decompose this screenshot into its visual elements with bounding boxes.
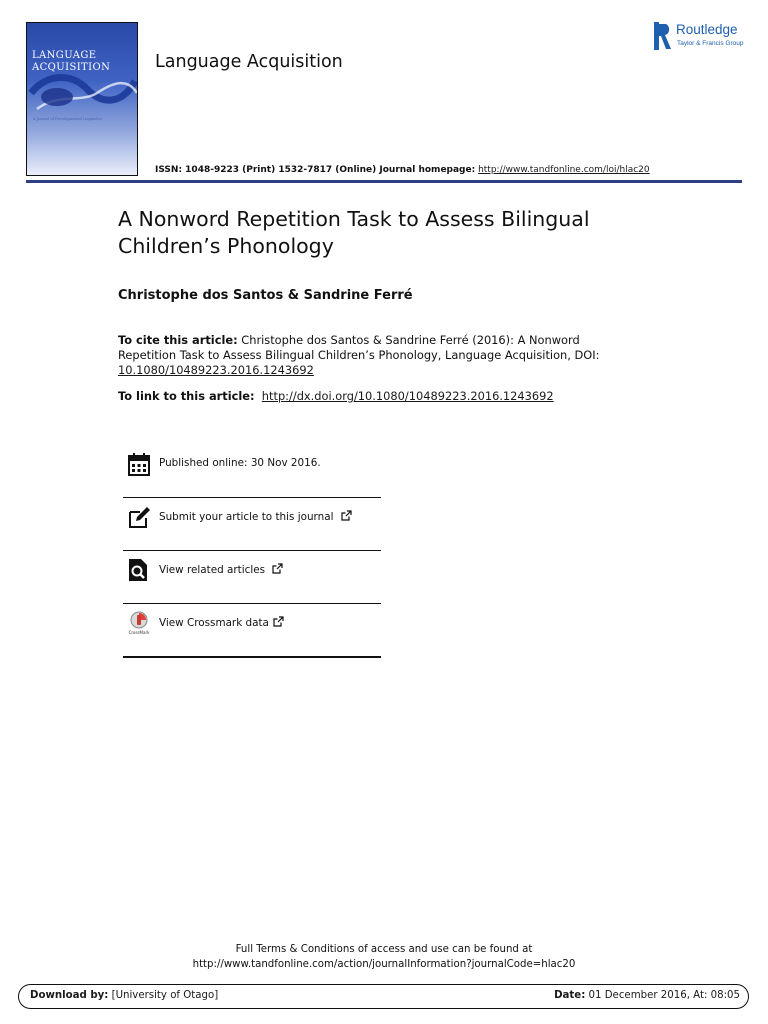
article-doi-url[interactable]: http://dx.doi.org/10.1080/10489223.2016.1243692 [261, 389, 554, 403]
issn-line [155, 165, 650, 175]
cite-doi-link[interactable]: 10.1080/10489223.2016.1243692 [118, 363, 314, 377]
crossmark-icon [127, 610, 151, 636]
date-label: Date: [554, 990, 586, 1001]
published-online-label: Published online: 30 Nov 2016. [159, 457, 321, 469]
external-link-icon [273, 616, 284, 627]
link-label: To link to this article: [118, 389, 255, 403]
issn-label: ISSN: 1048-9223 (Print) 1532-7817 (Online) Journal homepage: [155, 165, 476, 175]
journal-name: Language Acquisition [155, 52, 343, 72]
publisher-tagline: Taylor & Francis Group [677, 40, 744, 47]
pencil-edit-icon [127, 504, 151, 530]
cover-subtitle: A Journal of Developmental Linguistics [33, 117, 103, 121]
terms-line-1: Full Terms & Conditions of access and use can be found at [235, 944, 533, 955]
date-value: 01 December 2016, At: 08:05 [588, 990, 740, 1001]
publisher-name: Routledge [676, 22, 738, 37]
terms-notice [0, 942, 768, 972]
cite-label: To cite this article: [118, 333, 238, 347]
routledge-r-icon [654, 22, 672, 50]
article-link-line [118, 389, 554, 403]
download-institution: [University of Otago] [111, 990, 219, 1001]
published-online-row [123, 445, 381, 498]
related-articles-row[interactable] [123, 551, 381, 604]
crossmark-row[interactable] [123, 604, 381, 658]
journal-cover-image [26, 22, 138, 176]
article-info-box [123, 445, 381, 658]
terms-url[interactable]: http://www.tandfonline.com/action/journalInformation?journalCode=hlac20 [192, 959, 576, 970]
external-link-icon [272, 563, 283, 574]
crossmark-caption: CrossMark [128, 630, 150, 635]
download-date [554, 990, 740, 1001]
cover-title: LANGUAGE ACQUISITION [32, 50, 111, 73]
journal-homepage-link[interactable]: http://www.tandfonline.com/loi/hlac20 [478, 165, 650, 175]
download-info-bar [18, 984, 749, 1009]
document-search-icon [127, 557, 151, 583]
article-title: A Nonword Repetition Task to Assess Bilingual Children’s Phonology [118, 207, 590, 258]
article-authors: Christophe dos Santos & Sandrine Ferré [118, 288, 413, 303]
related-articles-label: View related articles [159, 564, 266, 576]
submit-article-row[interactable] [123, 498, 381, 551]
submit-article-label: Submit your article to this journal [159, 511, 334, 523]
external-link-icon [341, 510, 352, 521]
calendar-icon [127, 451, 151, 477]
download-by [30, 990, 218, 1001]
cite-text: Christophe dos Santos & Sandrine Ferré (2016): A Nonword Repetition Task to Assess Bilingual Children’s Phonology, Language Acquisition, DOI: [118, 333, 600, 362]
header-divider [26, 180, 742, 183]
citation-block [118, 333, 638, 378]
download-label: Download by: [30, 990, 109, 1001]
crossmark-label: View Crossmark data [159, 617, 269, 629]
